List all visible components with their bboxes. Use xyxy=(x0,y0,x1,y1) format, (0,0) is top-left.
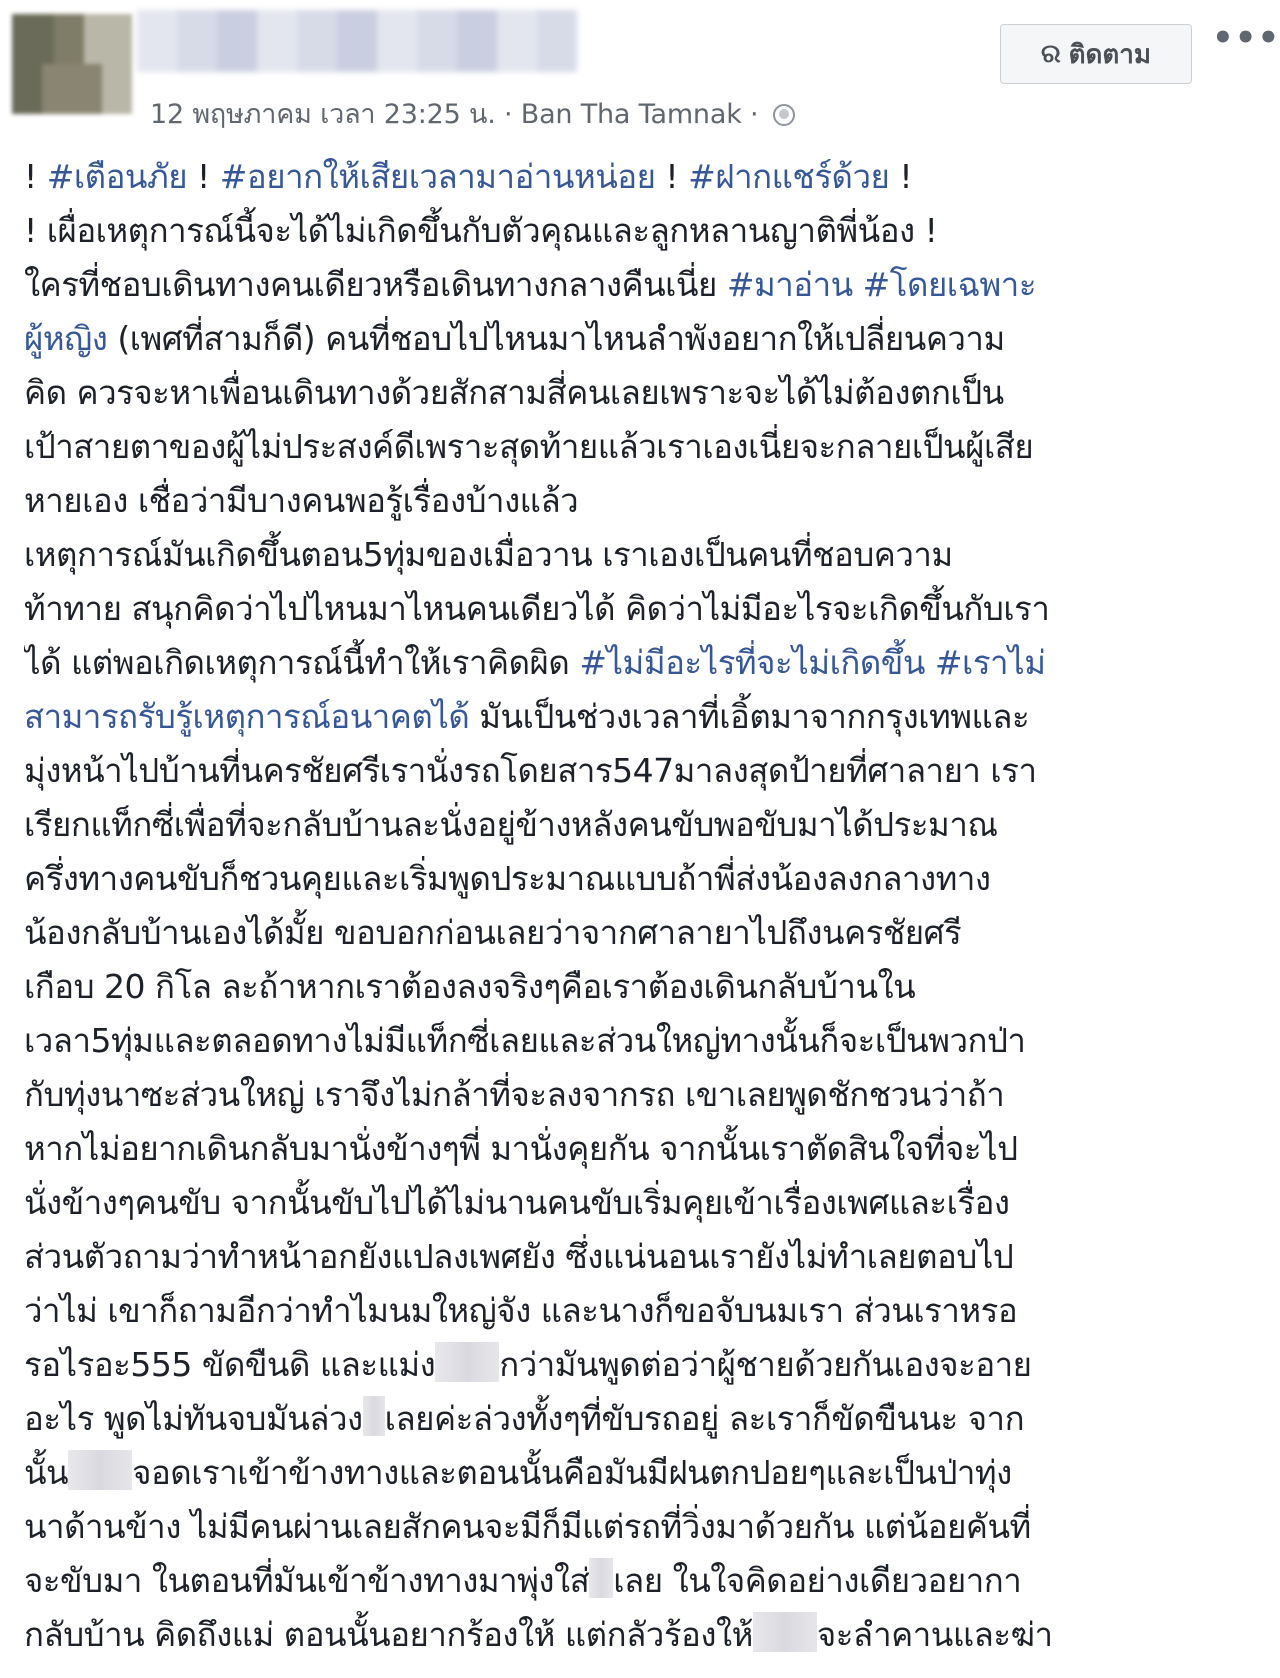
globe-icon[interactable] xyxy=(773,104,795,126)
text-segment: รอไรอะ555 ขัดขืนดิ และแม่ง xyxy=(24,1345,436,1384)
more-options-icon[interactable]: ••• xyxy=(1212,18,1280,58)
post-line xyxy=(24,1554,1269,1608)
author-name-redacted[interactable] xyxy=(137,10,577,72)
hashtag-link[interactable]: #โดยเฉพาะ xyxy=(862,265,1037,304)
text-segment: จะขับมา ในตอนที่มันเข้าข้างทางมาพุ่งใส่ xyxy=(24,1561,590,1600)
post-line: หายเอง เชื่อว่ามีบางคนพอรู้เรื่องบ้างแล้ว xyxy=(24,481,579,520)
meta-separator: · xyxy=(503,99,513,130)
post-location[interactable]: Ban Tha Tamnak xyxy=(520,99,742,130)
redacted-word xyxy=(363,1396,385,1436)
text-segment: จอดเราเข้าข้างทางและตอนนั้นคือมันมีฝนตกปอยๆและเป็นป่าทุ่ง xyxy=(132,1453,1012,1492)
post-line: นาด้านข้าง ไม่มีคนผ่านเลยสักคนจะมีก็มีแต่รถที่วิ่งมาด้วยกัน แต่น้อยคันที่ xyxy=(24,1507,1031,1546)
post-line: มุ่งหน้าไปบ้านที่นครชัยศรีเรานั่งรถโดยสาร547มาลงสุดป้ายที่ศาลายา เรา xyxy=(24,751,1037,790)
post-line xyxy=(24,1338,1269,1392)
redacted-word xyxy=(589,1558,613,1598)
post-line: ว่าไม่ เขาก็ถามอีกว่าทำไมนมใหญ่จัง และนางก็ขอจับนมเรา ส่วนเราหรอ xyxy=(24,1291,1018,1330)
hashtag-link[interactable]: #ไม่มีอะไรที่จะไม่เกิดขึ้น xyxy=(579,643,925,682)
text-segment: ! xyxy=(187,157,220,196)
follow-label: ติดตาม xyxy=(1068,39,1152,70)
post-line: คิด ควรจะหาเพื่อนเดินทางด้วยสักสามสี่คนเลยเพราะจะได้ไม่ต้องตกเป็น xyxy=(24,373,1004,412)
text-segment: มันเป็นช่วงเวลาที่เอิ้ตมาจากกรุงเทพและ xyxy=(469,697,1030,736)
text-segment xyxy=(853,265,863,304)
post-line: ท้าทาย สนุกคิดว่าไปไหนมาไหนคนเดียวได้ คิดว่าไม่มีอะไรจะเกิดขึ้นกับเรา xyxy=(24,589,1050,628)
text-segment xyxy=(925,643,935,682)
hashtag-link[interactable]: #เตือนภัย xyxy=(46,157,188,196)
post-line: เหตุการณ์มันเกิดขึ้นตอน5ทุ่มของเมื่อวาน เราเองเป็นคนที่ชอบความ xyxy=(24,535,953,574)
text-segment: ! xyxy=(655,157,689,196)
post-line: เรียกแท็กซี่เพื่อที่จะกลับบ้านละนั่งอยู่ข้างหลังคนขับพอขับมาได้ประมาณ xyxy=(24,805,998,844)
redacted-word xyxy=(435,1342,499,1382)
text-segment: เลยค่ะล่วงทั้งๆที่ขับรถอยู่ ละเราก็ขัดขืนนะ จาก xyxy=(384,1399,1025,1438)
text-segment: ใครที่ชอบเดินทางคนเดียวหรือเดินทางกลางคืนเนี่ย xyxy=(24,265,727,304)
meta-separator: · xyxy=(750,99,759,130)
text-segment: อะไร พูดไม่ทันจบมันล่วง xyxy=(24,1399,363,1438)
redacted-word xyxy=(68,1450,132,1490)
text-segment: กลับบ้าน คิดถึงแม่ ตอนนั้นอยากร้องให้ แต่กลัวร้องให้ xyxy=(24,1615,753,1654)
text-segment: เลย ในใจคิดอย่างเดียวอยากา xyxy=(613,1561,1022,1600)
hashtag-link[interactable]: #มาอ่าน xyxy=(726,265,853,304)
avatar[interactable] xyxy=(12,14,132,114)
post-timestamp[interactable]: 12 พฤษภาคม เวลา 23:25 น. xyxy=(150,99,496,130)
post-line xyxy=(24,690,1269,744)
post-line xyxy=(24,1446,1269,1500)
hashtag-link[interactable]: #เราไม่ xyxy=(934,643,1046,682)
post-line: นั่งข้างๆคนขับ จากนั้นขับไปได้ไม่นานคนขับเริ่มคุยเข้าเรื่องเพศและเรื่อง xyxy=(24,1183,1010,1222)
post-line: กับทุ่งนาซะส่วนใหญ่ เราจึงไม่กล้าที่จะลงจากรถ เขาเลยพูดชักชวนว่าถ้า xyxy=(24,1075,1005,1114)
text-segment: ! xyxy=(24,157,47,196)
post-line: ครึ่งทางคนขับก็ชวนคุยและเริ่มพูดประมาณแบบถ้าพี่ส่งน้องลงกลางทาง xyxy=(24,859,991,898)
post-line xyxy=(24,150,1269,204)
hashtag-link[interactable]: #อยากให้เสียเวลามาอ่านหน่อย xyxy=(219,157,656,196)
post-line: ! เผื่อเหตุการณ์นี้จะได้ไม่เกิดขึ้นกับตัวคุณและลูกหลานญาติพี่น้อง ! xyxy=(24,211,938,250)
rss-icon: ର xyxy=(1040,38,1061,69)
post-line: น้องกลับบ้านเองได้มั้ย ขอบอกก่อนเลยว่าจากศาลายาไปถึงนครชัยศรี xyxy=(24,913,962,952)
post-line xyxy=(24,1392,1269,1446)
post-line xyxy=(24,258,1269,312)
post-line: หากไม่อยากเดินกลับมานั่งข้างๆพี่ มานั่งคุยกัน จากนั้นเราตัดสินใจที่จะไป xyxy=(24,1129,1018,1168)
post-line xyxy=(24,1608,1269,1662)
text-segment: ได้ แต่พอเกิดเหตุการณ์นี้ทำให้เราคิดผิด xyxy=(24,643,580,682)
post-line xyxy=(24,312,1269,366)
text-segment: จะลำคานและฆ่า xyxy=(816,1615,1053,1654)
text-segment: กว่ามันพูดต่อว่าผู้ชายด้วยกันเองจะอาย xyxy=(499,1345,1032,1384)
hashtag-link[interactable]: #ฝากแชร์ด้วย xyxy=(688,157,890,196)
follow-button[interactable] xyxy=(1000,24,1192,84)
text-segment: นั้น xyxy=(24,1453,69,1492)
hashtag-link[interactable]: สามารถรับรู้เหตุการณ์อนาคตได้ xyxy=(24,697,470,736)
redacted-word xyxy=(753,1612,817,1652)
post-line xyxy=(24,636,1269,690)
hashtag-link[interactable]: ผู้หญิง xyxy=(24,319,108,358)
post-header xyxy=(0,0,1280,130)
post-line: ส่วนตัวถามว่าทำหน้าอกยังแปลงเพศยัง ซึ่งแน่นอนเรายังไม่ทำเลยตอบไป xyxy=(24,1237,1014,1276)
text-segment: (เพศที่สามก็ดี) คนที่ชอบไปไหนมาไหนลำพังอยากให้เปลี่ยนความ xyxy=(107,319,1005,358)
post-meta xyxy=(150,92,795,135)
post-text xyxy=(24,150,1269,1662)
text-segment: ! xyxy=(889,157,913,196)
post-line: เป้าสายตาของผู้ไม่ประสงค์ดีเพราะสุดท้ายแล้วเราเองเนี่ยจะกลายเป็นผู้เสีย xyxy=(24,427,1034,466)
post-line: เวลา5ทุ่มและตลอดทางไม่มีแท็กซี่เลยและส่วนใหญ่ทางนั้นก็จะเป็นพวกป่า xyxy=(24,1021,1026,1060)
post-line: เกือบ 20 กิโล ละถ้าหากเราต้องลงจริงๆคือเราต้องเดินกลับบ้านใน xyxy=(24,967,916,1006)
